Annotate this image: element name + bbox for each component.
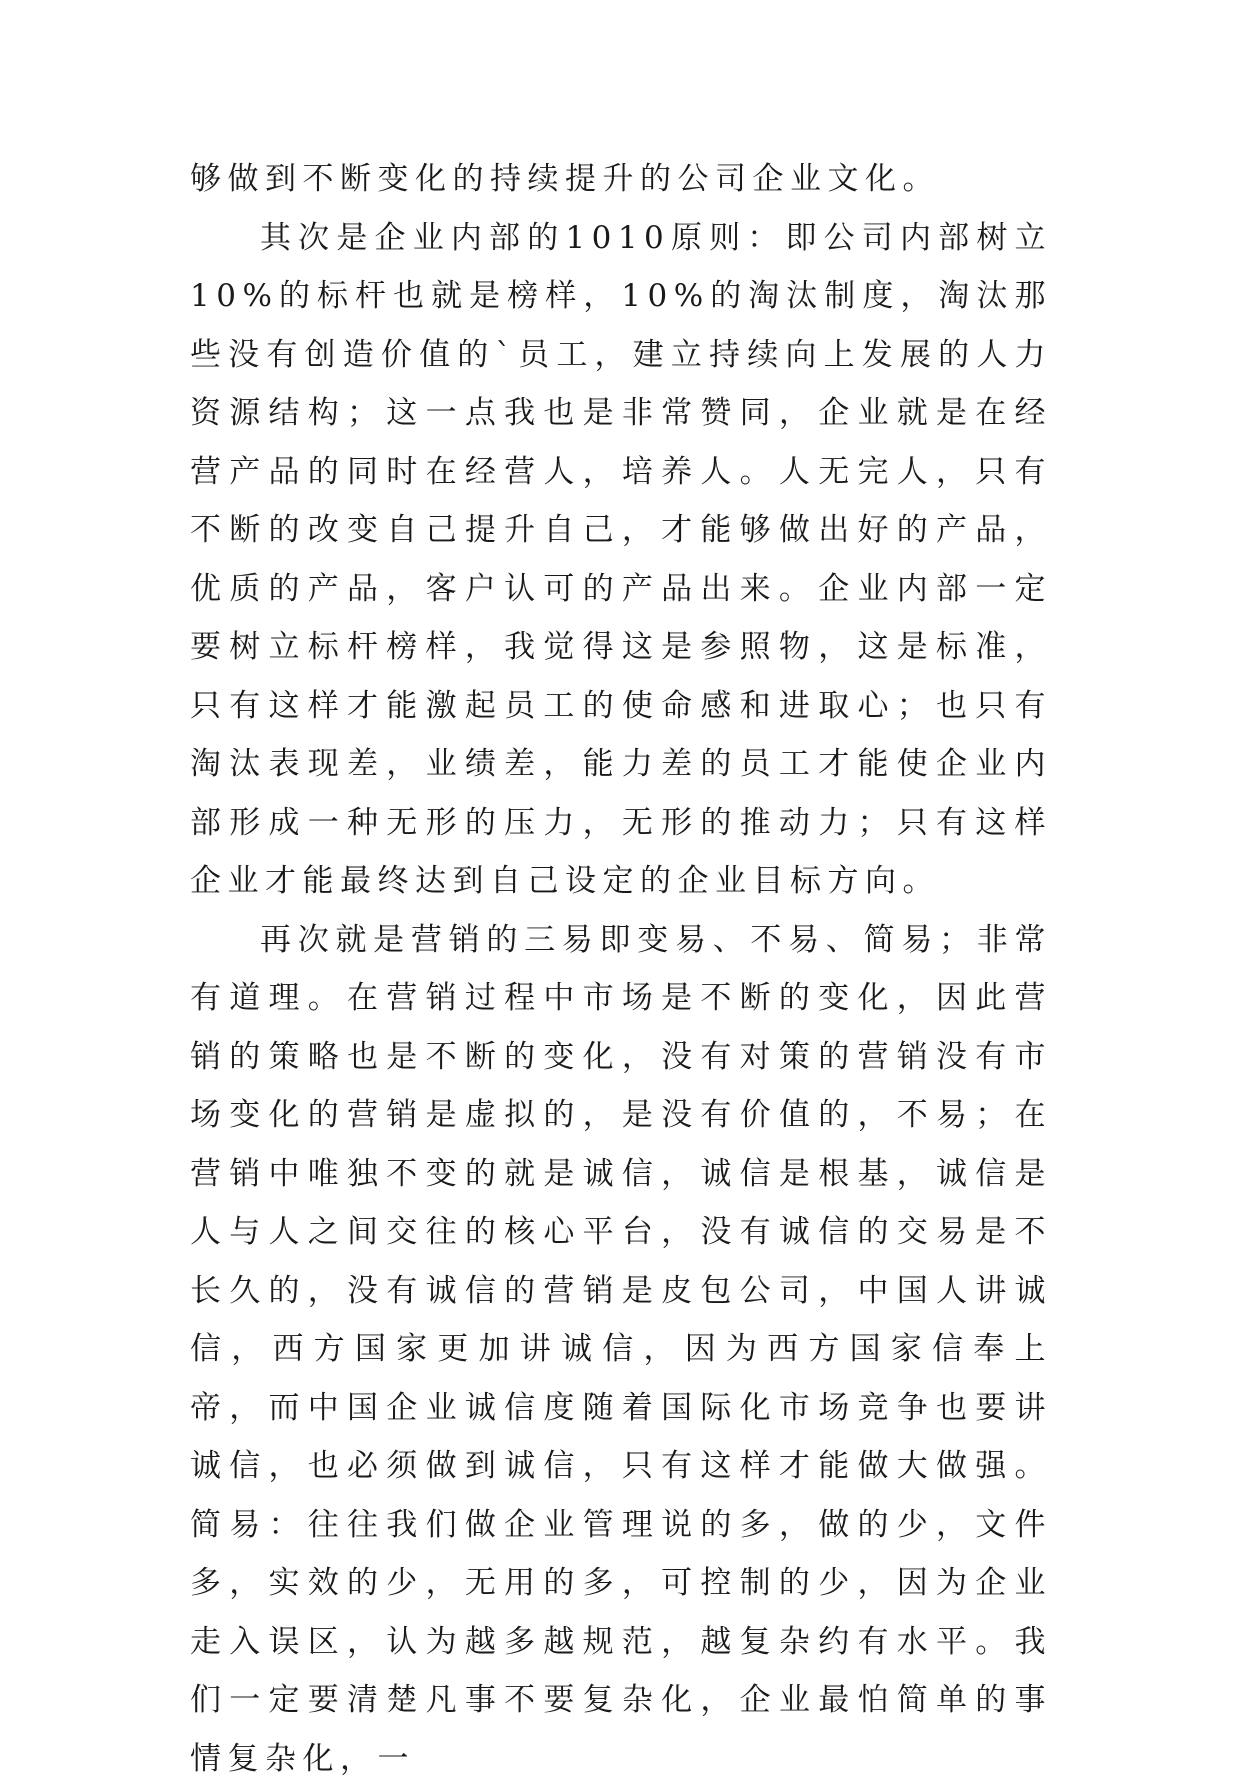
- paragraph-continuation: 够做到不断变化的持续提升的公司企业文化。: [190, 150, 1052, 209]
- paragraph-marketing-three-yi: 再次就是营销的三易即变易、不易、简易；非常有道理。在营销过程中市场是不断的变化，因此营销的策略也是不断的变化，没有对策的营销没有市场变化的营销是虚拟的，是没有价值的，不易；在营销中唯独不变的就是诚信，诚信是根基，诚信是人与人之间交往的核心平台，没有诚信的交易是不长久的，没有诚信的营销是皮包公司，中国人讲诚信，西方国家更加讲诚信，因为西方国家信奉上帝，而中国企业诚信度随着国际化市场竞争也要讲诚信，也必须做到诚信，只有这样才能做大做强。简易：往往我们做企业管理说的多，做的少，文件多，实效的少，无用的多，可控制的少，因为企业走入误区，认为越多越规范，越复杂约有水平。我们一定要清楚凡事不要复杂化，企业最怕简单的事情复杂化，一: [190, 911, 1052, 1788]
- body-text: [190, 150, 1052, 1788]
- paragraph-1010-principle: 其次是企业内部的1010原则：即公司内部树立10%的标杆也就是榜样，10%的淘汰制度，淘汰那些没有创造价值的`员工，建立持续向上发展的人力资源结构；这一点我也是非常赞同，企业就是在经营产品的同时在经营人，培养人。人无完人，只有不断的改变自己提升自己，才能够做出好的产品，优质的产品，客户认可的产品出来。企业内部一定要树立标杆榜样，我觉得这是参照物，这是标准，只有这样才能激起员工的使命感和进取心；也只有淘汰表现差，业绩差，能力差的员工才能使企业内部形成一种无形的压力，无形的推动力；只有这样企业才能最终达到自己设定的企业目标方向。: [190, 209, 1052, 911]
